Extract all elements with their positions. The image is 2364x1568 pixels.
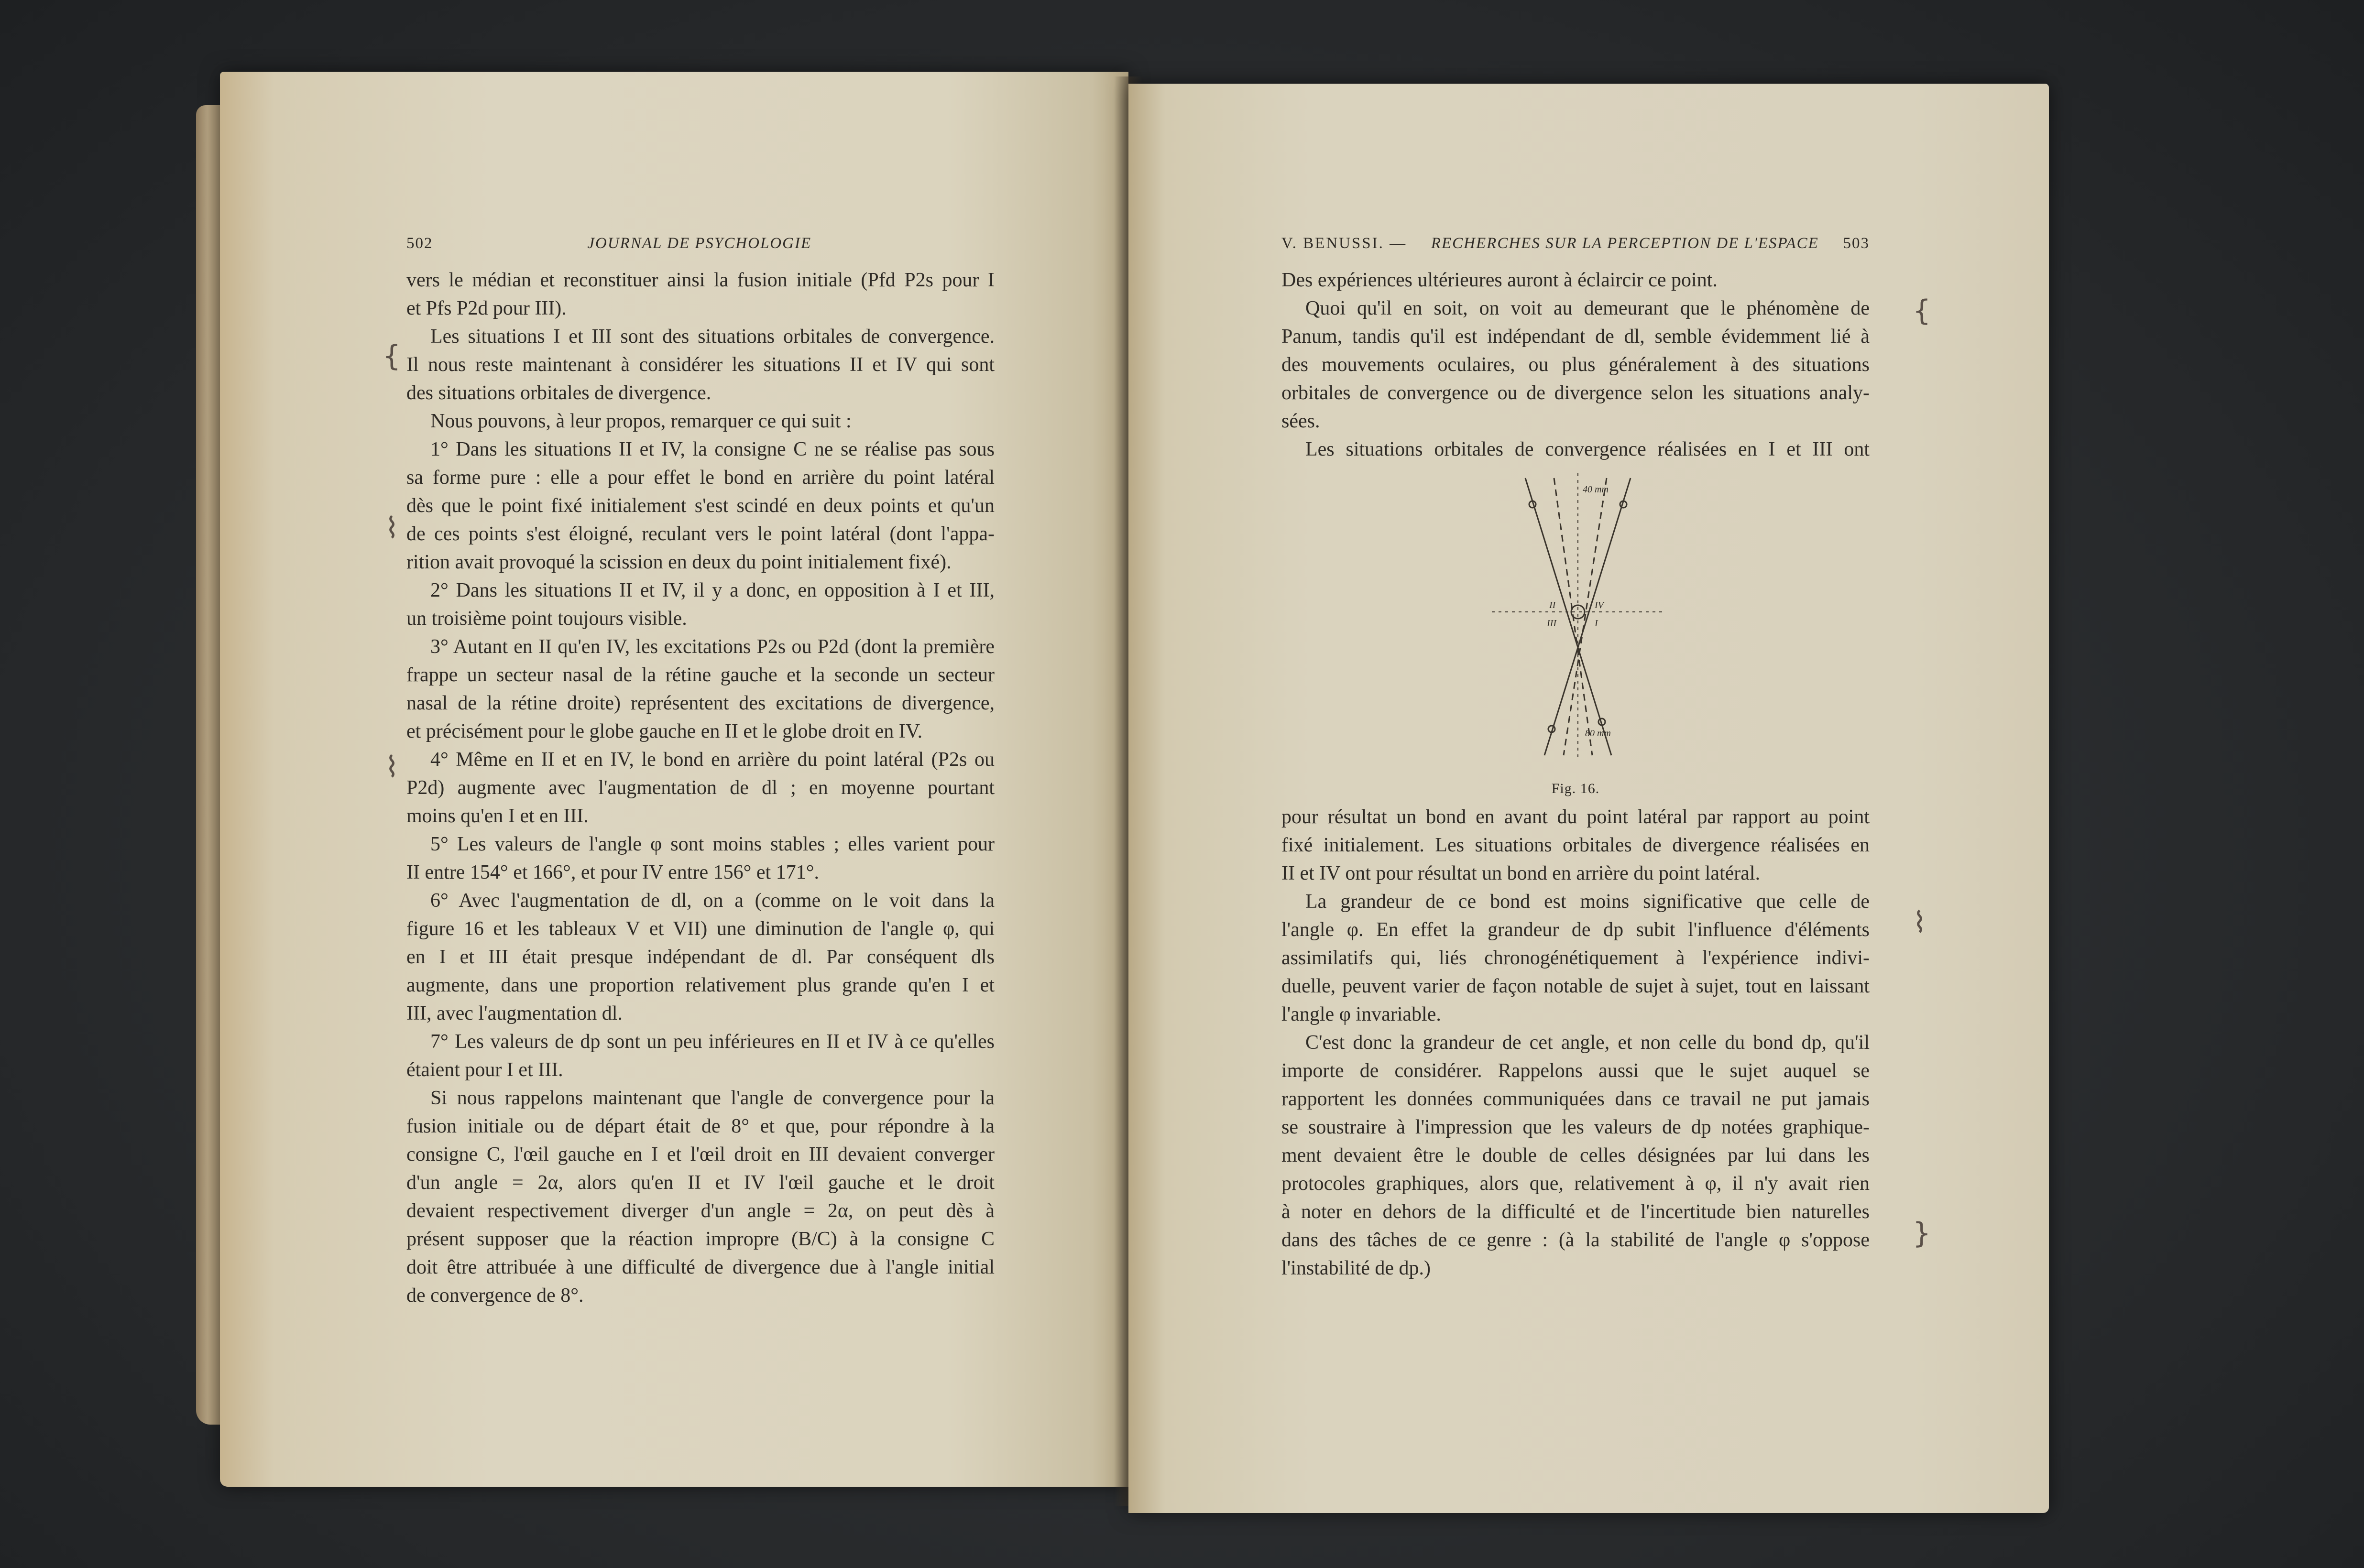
margin-squiggle-mark: ⌇ [1913,906,1927,939]
text-line: figure 16 et les tableaux V et VII) une diminution de l'angle φ, qui [406,918,995,940]
figure-dashed-line [1564,478,1607,755]
text-line: fusion initiale ou de départ était de 8° et que, pour répondre à la [406,1115,995,1137]
text-line: frappe un secteur nasal de la rétine gauche et la seconde un secteur [406,664,995,686]
text-line: Des expériences ultérieures auront à éclaircir ce point. [1281,269,1718,291]
left-page-content [406,229,995,1310]
margin-squiggle-mark: ⌇ [385,512,399,545]
figure-caption: Fig. 16. [1551,781,1600,796]
text-line: assimilatifs qui, liés chronogénétiquement à l'expérience indivi- [1281,947,1870,969]
text-line: P2d) augmente avec l'augmentation de dl ; en moyenne pourtant [406,777,995,799]
right-text-body-bottom [1281,803,1870,1283]
text-line: 7° Les valeurs de dp sont un peu inférieures en II et IV à ce qu'elles [430,1031,995,1053]
text-line: doit être attribuée à une difficulté de divergence due à l'angle initial [406,1256,995,1278]
text-line: importe de considérer. Rappelons aussi que le sujet auquel se [1281,1060,1870,1082]
text-line: d'un angle = 2α, alors qu'en II et IV l'œil gauche et le droit [406,1172,995,1194]
text-line: sées. [1281,410,1320,432]
text-line: augmente, dans une proportion relativement plus grande qu'en I et [406,974,995,996]
text-line: à noter en dehors de la difficulté et de l'incertitude bien naturelles [1281,1201,1870,1223]
right-running-author: V. BENUSSI. — [1281,235,1407,252]
text-line: moins qu'en I et en III. [406,805,589,827]
text-line: nasal de la rétine droite) représentent des excitations de divergence, [406,692,995,714]
figure-line [1525,478,1611,755]
text-line: fixé initialement. Les situations orbitales de divergence réalisées en [1281,834,1870,856]
text-line: 1° Dans les situations II et IV, la consigne C ne se réalise pas sous [430,438,995,460]
text-line: II et IV ont pour résultat un bond en arrière du point latéral. [1281,862,1761,884]
margin-bracket-mark: { [1913,294,1931,327]
text-line: vers le médian et reconstituer ainsi la fusion initiale (Pfd P2s pour I [406,269,995,291]
figure-label-iii: III [1547,618,1556,629]
text-line: l'angle φ. En effet la grandeur de dp subit l'influence d'éléments [1281,919,1870,941]
text-line: Panum, tandis qu'il est indépendant de dl, semble évidemment lié à [1281,326,1870,348]
text-line: Les situations I et III sont des situations orbitales de convergence. [430,326,995,348]
text-line: devaient respectivement diverger d'un angle = 2α, on peut dès à [406,1200,995,1222]
right-page-content [1281,229,1870,1283]
text-line: C'est donc la grandeur de cet angle, et non celle du bond dp, qu'il [1305,1032,1870,1054]
figure-label-i: I [1595,618,1598,629]
text-line: duelle, peuvent varier de façon notable de sujet à sujet, tout en laissant [1281,975,1870,997]
figure-label-ii: II [1549,600,1556,610]
text-line: rition avait provoqué la scission en deux du point initialement fixé). [406,551,952,573]
text-line: III, avec l'augmentation dl. [406,1002,623,1024]
margin-bracket-mark: } [1913,1217,1931,1250]
text-line: l'angle φ invariable. [1281,1003,1441,1025]
text-line: 2° Dans les situations II et IV, il y a donc, en opposition à I et III, [430,579,995,601]
text-line: et précisément pour le globe gauche en II et le globe droit en IV. [406,720,923,742]
text-line: étaient pour I et III. [406,1059,563,1081]
text-line: consigne C, l'œil gauche en I et l'œil droit en III devaient converger [406,1143,995,1165]
text-line: dès que le point fixé initialement s'est scindé en deux points et qu'un [406,495,995,517]
text-line: Les situations orbitales de convergence réalisées en I et III ont [1305,438,1870,460]
text-line: Il nous reste maintenant à considérer les situations II et IV qui sont [406,354,995,376]
text-line: et Pfs P2d pour III). [406,297,567,319]
figure-line [1544,478,1631,755]
right-running-title: RECHERCHES SUR LA PERCEPTION DE L'ESPACE [1431,235,1819,252]
text-line: II entre 154° et 166°, et pour IV entre 156° et 171°. [406,861,820,883]
text-line: l'instabilité de dp.) [1281,1257,1431,1279]
text-line: orbitales de convergence ou de divergence selon les situations analy- [1281,382,1870,404]
text-line: protocoles graphiques, alors que, relativement à φ, il n'y avait rien [1281,1173,1870,1195]
text-line: dans des tâches de ce genre : (à la stabilité de l'angle φ s'oppose [1281,1229,1870,1251]
text-line: des situations orbitales de divergence. [406,382,711,404]
figure-label-top: 40 mm [1583,484,1609,495]
text-line: des mouvements oculaires, ou plus généralement à des situations [1281,354,1870,376]
text-line: ment devaient être le double de celles désignées par lui dans les [1281,1144,1870,1166]
text-line: Si nous rappelons maintenant que l'angle de convergence pour la [430,1087,995,1109]
left-page-number: 502 [406,235,433,252]
text-line: 4° Même en II et en IV, le bond en arrière du point latéral (P2s ou [430,749,995,771]
text-line: un troisième point toujours visible. [406,608,687,630]
figure-label-iv: IV [1595,600,1604,610]
margin-bracket-mark: { [383,339,401,373]
text-line: Nous pouvons, à leur propos, remarquer ce qui suit : [430,410,852,432]
margin-squiggle-mark: ⌇ [385,751,399,784]
text-line: en I et III était presque indépendant de dl. Par conséquent dls [406,946,995,968]
text-line: 3° Autant en II qu'en IV, les excitations P2s ou P2d (dont la première [430,636,995,658]
text-line: 5° Les valeurs de l'angle φ sont moins stables ; elles varient pour [430,833,995,855]
figure-16-diagram [1492,468,1664,765]
left-page [220,72,1128,1487]
text-line: 6° Avec l'augmentation de dl, on a (comme on le voit dans la [430,890,995,912]
right-text-body-top [1281,266,1870,464]
text-line: Quoi qu'il en soit, on voit au demeurant que le phénomène de [1305,297,1870,319]
text-line: de ces points s'est éloigné, reculant vers le point latéral (dont l'appa- [406,523,995,545]
right-page-number: 503 [1843,235,1870,252]
left-running-head [406,229,995,258]
text-line: rapportent les données communiquées dans ce travail ne put jamais [1281,1088,1870,1110]
figure-16 [1281,468,1870,803]
text-line: se soustraire à l'impression que les valeurs de dp notées graphique- [1281,1116,1870,1138]
text-line: La grandeur de ce bond est moins significative que celle de [1305,891,1870,913]
left-running-title: JOURNAL DE PSYCHOLOGIE [587,235,812,252]
text-line: présent supposer que la réaction impropre (B/C) à la consigne C [406,1228,995,1250]
right-page [1128,84,2049,1513]
left-text-body [406,266,995,1310]
text-line: pour résultat un bond en avant du point latéral par rapport au point [1281,806,1870,828]
text-line: sa forme pure : elle a pour effet le bond en arrière du point latéral [406,467,995,489]
right-running-head [1281,229,1870,258]
text-line: de convergence de 8°. [406,1285,584,1307]
figure-label-bottom: 80 mm [1585,728,1611,739]
